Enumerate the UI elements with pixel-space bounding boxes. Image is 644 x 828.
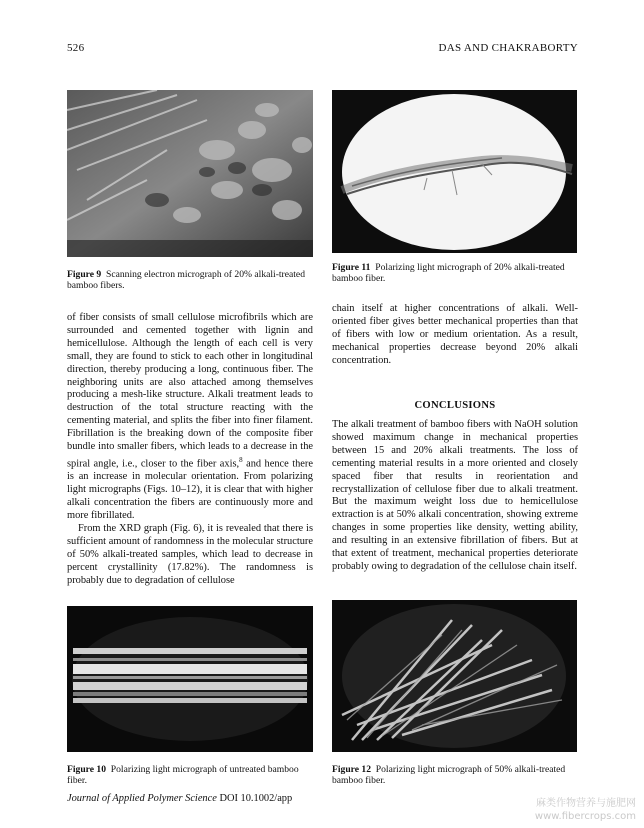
figure-9-caption [67, 269, 313, 291]
figure-9-image [67, 90, 313, 257]
watermark-line-1: 麻类作物营养与施肥网 [536, 798, 636, 809]
figure-12-caption [332, 764, 578, 786]
left-paragraph-1 [67, 312, 313, 523]
right-paragraph-1-text: chain itself at higher concentrations of alkali. Well-oriented fiber gives better mechanical properties than that of fibers with low or medium orientation. As a result, mechanical properties decrease beyond 20% alkali concentration. [332, 303, 578, 366]
running-head: DAS AND CHAKRABORTY [438, 42, 578, 54]
right-paragraph-2-text: The alkali treatment of bamboo fibers with NaOH solution showed maximum change in mechanical properties between 15 and 20% alkali treatments. The loss of cementing material results in a more oriented and closely spaced fiber that results in reorientation and recrystallization of cellulose fiber due to alkali treatment. But the maximum weight loss due to hemicellulose extraction is at 50% alkali concentration, showing extreme changes in some properties like density, wetting ability, and resulting in an extensive fibrillation of fibers. But at that extent of treatment, mechanical properties deteriorate probably owing to degradation of the cellulose chain itself. [332, 419, 578, 572]
journal-footer [67, 793, 292, 804]
figure-11-image [332, 90, 577, 253]
citation-ref: 8 [239, 455, 243, 464]
right-paragraph-2 [332, 419, 578, 574]
left-paragraph-1-text: of fiber consists of small cellulose microfibrils which are surrounded and cemented together with lignin and hemicellulose. Although the length of each cell is very small, they are found to stick to each other in longitudinal direction, thereby producing a long, continuous fiber. The neighboring units are also attached among themselves producing a mesh-like structure. Alkali treatment leads to destruction of the total structure reacting with the cementing material, and splits the fiber into finer filament. Fibrillation is the breaking down of the composite fiber bundle into smaller fibers, which leads to a decrease in the spiral angle, i.e., closer to the fiber axis, [67, 312, 313, 470]
figure-10-label: Figure 10 [67, 764, 106, 775]
figure-12-image [332, 600, 577, 752]
page-number: 526 [67, 42, 85, 54]
figure-9-caption-text: Scanning electron micrograph of 20% alkali-treated bamboo fibers. [67, 269, 305, 291]
figure-12-label: Figure 12 [332, 764, 371, 775]
left-paragraph-1-end: and hence there is an increase in molecular orientation. From polarizing light micrographs (Figs. 10–12), it is clear that with higher alkali concentration the fibers are continuously more and more fibrillated. [67, 458, 313, 522]
figure-10-caption-text: Polarizing light micrograph of untreated bamboo fiber. [67, 764, 299, 786]
figure-10-caption [67, 764, 313, 786]
watermark-line-2: www.fibercrops.com [534, 811, 636, 822]
figure-11-caption-text: Polarizing light micrograph of 20% alkali-treated bamboo fiber. [332, 262, 565, 284]
right-paragraph-1 [332, 303, 578, 368]
figure-9-label: Figure 9 [67, 269, 102, 280]
left-column-text [67, 312, 313, 588]
section-title: CONCLUSIONS [414, 400, 496, 411]
journal-doi: DOI 10.1002/app [219, 793, 293, 804]
left-paragraph-2: From the XRD graph (Fig. 6), it is revealed that there is sufficient amount of randomness in the molecular structure of 50% alkali-treated samples, which lead to decrease in percent crystallinity (17.82%). The randomness is probably due to degradation of cellulose [67, 522, 313, 586]
watermark [496, 797, 636, 823]
figure-12-caption-text: Polarizing light micrograph of 50% alkali-treated bamboo fiber. [332, 764, 566, 786]
figure-10-image [67, 606, 313, 752]
journal-name: Journal of Applied Polymer Science [67, 793, 217, 804]
figure-11-caption [332, 262, 578, 284]
figure-11-label: Figure 11 [332, 262, 371, 273]
